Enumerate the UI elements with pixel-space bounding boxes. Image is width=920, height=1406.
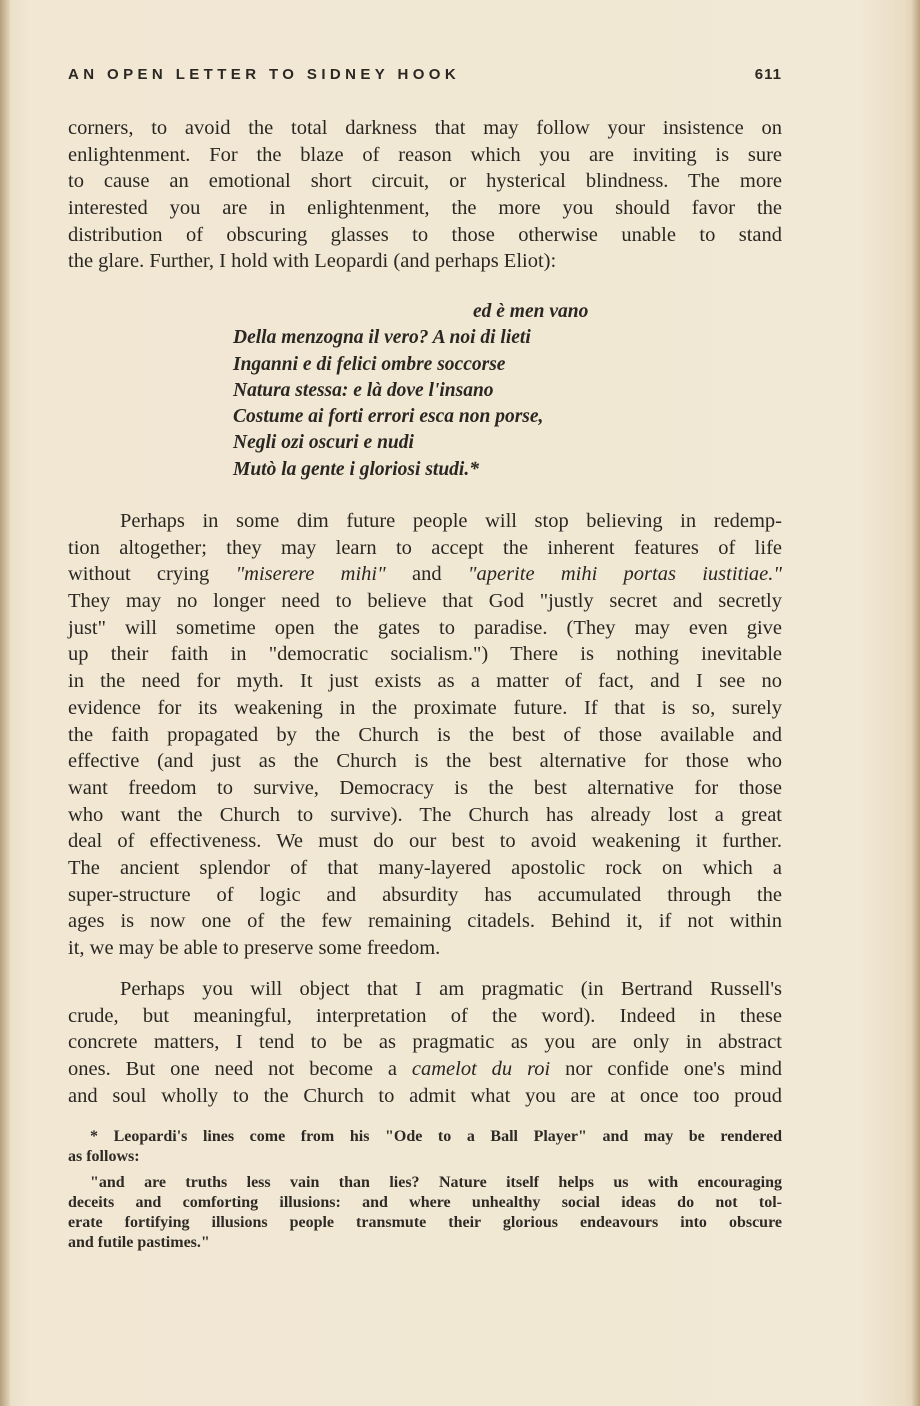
text-line: Perhaps in some dim future people will stop believing in redemp- xyxy=(120,510,782,532)
text-line: The ancient splendor of that many-layered apostolic rock on which a xyxy=(68,856,782,879)
text-line: enlightenment. For the blaze of reason which you are inviting is sure xyxy=(68,143,782,166)
footnote-line: erate fortifying illusions people transmute their glorious endeavours into obscure xyxy=(68,1214,782,1231)
text-line: tion altogether; they may learn to accept the inherent features of life xyxy=(68,536,782,559)
text-line: interested you are in enlightenment, the more you should favor the xyxy=(68,197,782,220)
text-line xyxy=(68,1056,782,1083)
page-number: 611 xyxy=(754,66,782,83)
text-segment: nor confide one's mind xyxy=(550,1058,783,1081)
text-line: in the need for myth. It just exists as a matter of fact, and I see no xyxy=(68,670,782,693)
text-line: corners, to avoid the total darkness that may follow your insistence on xyxy=(68,117,782,139)
text-line: crude, but meaningful, interpretation of the word). Indeed in these xyxy=(68,1004,782,1027)
text-line: concrete matters, I tend to be as pragmatic as you are only in abstract xyxy=(68,1031,782,1054)
footnote-line: deceits and comforting illusions: and where unhealthy social ideas do not tol- xyxy=(68,1194,782,1211)
text-line: super-structure of logic and absurdity has accumulated through the xyxy=(68,883,782,906)
poem-quotation xyxy=(233,299,653,483)
running-title: AN OPEN LETTER TO SIDNEY HOOK xyxy=(68,66,461,83)
poem-line: Mutò la gente i gloriosi studi.* xyxy=(233,458,479,480)
poem-line: Costume ai forti errori esca non porse, xyxy=(233,406,544,428)
text-line: the faith propagated by the Church is the best of those available and xyxy=(68,723,782,746)
footnote xyxy=(68,1127,782,1253)
text-line: They may no longer need to believe that God "justly secret and secretly xyxy=(68,590,782,613)
footnote-line: as follows: xyxy=(68,1148,140,1165)
text-line: the glare. Further, I hold with Leopardi (and perhaps Eliot): xyxy=(68,250,557,273)
text-line xyxy=(68,561,782,588)
poem-line: Negli ozi oscuri e nudi xyxy=(233,432,414,454)
footnote-line: "and are truths less vain than lies? Nature itself helps us with encouraging xyxy=(90,1174,782,1191)
running-head xyxy=(68,66,782,83)
paragraph-3 xyxy=(68,976,782,1109)
text-segment: and xyxy=(385,563,468,586)
text-line: deal of effectiveness. We must do our best to avoid weakening it further. xyxy=(68,830,782,853)
text-line: to cause an emotional short circuit, or hysterical blindness. The more xyxy=(68,170,782,193)
latin-phrase: "miserere mihi" xyxy=(235,563,386,586)
latin-phrase: "aperite mihi portas iustitiae." xyxy=(467,563,783,586)
french-phrase: camelot du roi xyxy=(411,1058,551,1081)
text-line: and soul wholly to the Church to admit what you are at once too proud xyxy=(68,1084,782,1107)
paragraph-2 xyxy=(68,508,782,962)
poem-line: Della menzogna il vero? A noi di lieti xyxy=(233,327,531,349)
text-line: just" will sometime open the gates to paradise. (They may even give xyxy=(68,616,782,639)
text-line: up their faith in "democratic socialism.") There is nothing inevitable xyxy=(68,643,782,666)
text-line: it, we may be able to preserve some freedom. xyxy=(68,937,441,959)
footnote-line: * Leopardi's lines come from his "Ode to a Ball Player" and may be rendered xyxy=(90,1128,782,1145)
page-left-edge xyxy=(0,0,10,1406)
text-line: Perhaps you will object that I am pragmatic (in Bertrand Russell's xyxy=(120,978,782,1000)
poem-line: Inganni e di felici ombre soccorse xyxy=(233,353,506,375)
text-line: distribution of obscuring glasses to those otherwise unable to stand xyxy=(68,223,782,246)
text-line: want freedom to survive, Democracy is the best alternative for those xyxy=(68,776,782,799)
text-line: who want the Church to survive). The Church has already lost a great xyxy=(68,803,782,826)
paragraph-1 xyxy=(68,115,782,275)
footnote-line: and futile pastimes." xyxy=(68,1234,210,1251)
page-right-edge xyxy=(910,0,920,1406)
poem-line: Natura stessa: e là dove l'insano xyxy=(233,379,494,401)
poem-line: ed è men vano xyxy=(473,301,589,322)
text-line: effective (and just as the Church is the best alternative for those who xyxy=(68,750,782,773)
text-segment: ones. But one need not become a xyxy=(68,1058,412,1081)
text-line: evidence for its weakening in the proximate future. If that is so, surely xyxy=(68,696,782,719)
text-line: ages is now one of the few remaining citadels. Behind it, if not within xyxy=(68,910,782,933)
text-segment: without crying xyxy=(68,563,236,586)
